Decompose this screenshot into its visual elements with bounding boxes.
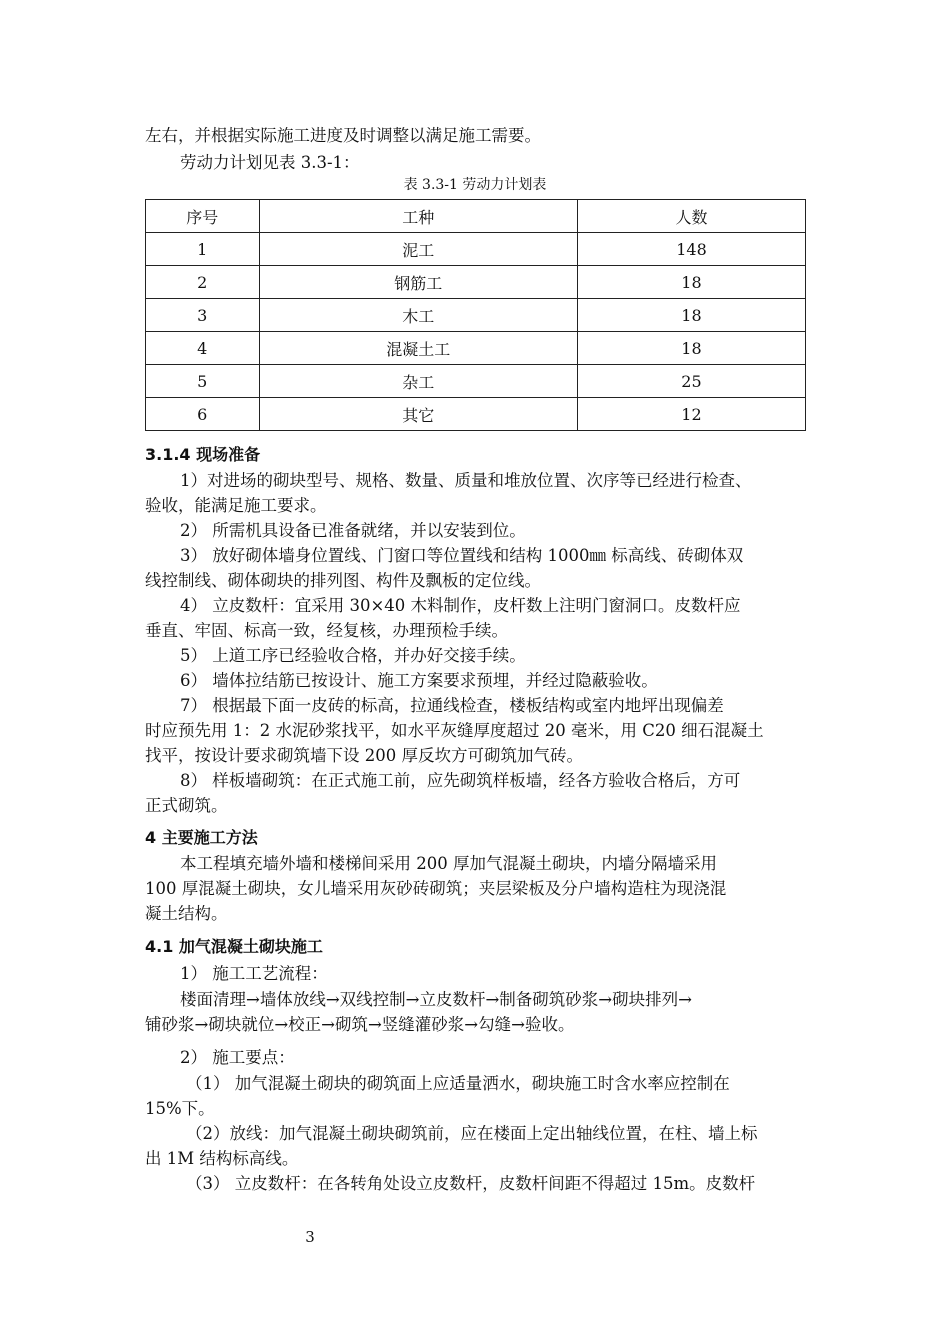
site-prep-line: 正式砌筑。	[145, 796, 228, 815]
table-row	[146, 332, 806, 365]
aac-line: （1） 加气混凝土砌块的砌筑面上应适量洒水，砌块施工时含水率应控制在	[186, 1074, 730, 1093]
site-prep-line: 垂直、牢固、标高一致，经复核，办理预检手续。	[145, 621, 508, 640]
methods-line: 100 厚混凝土砌块，女儿墙采用灰砂砖砌筑；夹层梁板及分户墙构造柱为现浇混	[145, 879, 727, 898]
intro-line-2: 劳动力计划见表 3.3-1：	[180, 153, 360, 172]
table-header-row	[146, 200, 806, 233]
header-count: 人数	[577, 200, 805, 233]
aac-line: 楼面清理→墙体放线→双线控制→立皮数杆→制备砌筑砂浆→砌块排列→	[180, 990, 692, 1009]
row-count: 25	[577, 365, 805, 398]
section-heading-methods: 4 主要施工方法	[145, 828, 258, 847]
row-trade: 其它	[259, 398, 577, 431]
aac-line: 2） 施工要点：	[180, 1048, 295, 1067]
site-prep-line: 1）对进场的砌块型号、规格、数量、质量和堆放位置、次序等已经进行检查、	[180, 471, 752, 490]
row-trade: 钢筋工	[259, 266, 577, 299]
labor-plan-table	[145, 199, 806, 431]
row-index: 5	[146, 365, 260, 398]
aac-line: 铺砂浆→砌块就位→校正→砌筑→竖缝灌砂浆→勾缝→验收。	[145, 1015, 575, 1034]
table-caption: 表 3.3-1 劳动力计划表	[403, 177, 547, 193]
site-prep-line: 线控制线、砌体砌块的排列图、构件及飘板的定位线。	[145, 571, 541, 590]
section-heading-site-prep: 3.1.4 现场准备	[145, 445, 261, 464]
aac-line: （2）放线：加气混凝土砌块砌筑前，应在楼面上定出轴线位置，在柱、墙上标	[186, 1124, 758, 1143]
row-trade: 杂工	[259, 365, 577, 398]
site-prep-line: 验收，能满足施工要求。	[145, 496, 327, 515]
header-trade: 工种	[259, 200, 577, 233]
methods-line: 本工程填充墙外墙和楼梯间采用 200 厚加气混凝土砌块，内墙分隔墙采用	[180, 854, 717, 873]
intro-line-1: 左右，并根据实际施工进度及时调整以满足施工需要。	[145, 126, 541, 145]
table-row	[146, 266, 806, 299]
table-row	[146, 299, 806, 332]
site-prep-line: 找平，按设计要求砌筑墙下设 200 厚反坎方可砌筑加气砖。	[145, 746, 583, 765]
row-index: 2	[146, 266, 260, 299]
row-index: 6	[146, 398, 260, 431]
site-prep-line: 6） 墙体拉结筋已按设计、施工方案要求预埋，并经过隐蔽验收。	[180, 671, 658, 690]
row-count: 18	[577, 332, 805, 365]
row-index: 3	[146, 299, 260, 332]
site-prep-line: 7） 根据最下面一皮砖的标高，拉通线检查，楼板结构或室内地坪出现偏差	[180, 696, 724, 715]
row-count: 12	[577, 398, 805, 431]
aac-line: 出 1M 结构标高线。	[145, 1149, 299, 1168]
aac-line: （3） 立皮数杆：在各转角处设立皮数杆，皮数杆间距不得超过 15m。皮数杆	[186, 1174, 756, 1193]
table-row	[146, 233, 806, 266]
row-trade: 混凝土工	[259, 332, 577, 365]
site-prep-line: 时应预先用 1：2 水泥砂浆找平，如水平灰缝厚度超过 20 毫米，用 C20 细石混凝土	[145, 721, 764, 740]
site-prep-line: 2） 所需机具设备已准备就绪，并以安装到位。	[180, 521, 526, 540]
site-prep-line: 4） 立皮数杆：宜采用 30×40 木料制作，皮杆数上注明门窗洞口。皮数杆应	[180, 596, 741, 615]
page-number: 3	[305, 1228, 315, 1246]
row-trade: 木工	[259, 299, 577, 332]
row-index: 4	[146, 332, 260, 365]
site-prep-line: 5） 上道工序已经验收合格，并办好交接手续。	[180, 646, 526, 665]
table-row	[146, 365, 806, 398]
table-row	[146, 398, 806, 431]
row-count: 18	[577, 299, 805, 332]
site-prep-line: 8） 样板墙砌筑：在正式施工前，应先砌筑样板墙，经各方验收合格后，方可	[180, 771, 741, 790]
row-count: 148	[577, 233, 805, 266]
aac-line: 1） 施工工艺流程：	[180, 964, 328, 983]
site-prep-line: 3） 放好砌体墙身位置线、门窗口等位置线和结构 1000㎜ 标高线、砖砌体双	[180, 546, 744, 565]
aac-line: 15%下。	[145, 1099, 215, 1118]
row-count: 18	[577, 266, 805, 299]
header-index: 序号	[146, 200, 260, 233]
methods-line: 凝土结构。	[145, 904, 228, 923]
row-index: 1	[146, 233, 260, 266]
section-heading-aac: 4.1 加气混凝土砌块施工	[145, 937, 323, 956]
row-trade: 泥工	[259, 233, 577, 266]
